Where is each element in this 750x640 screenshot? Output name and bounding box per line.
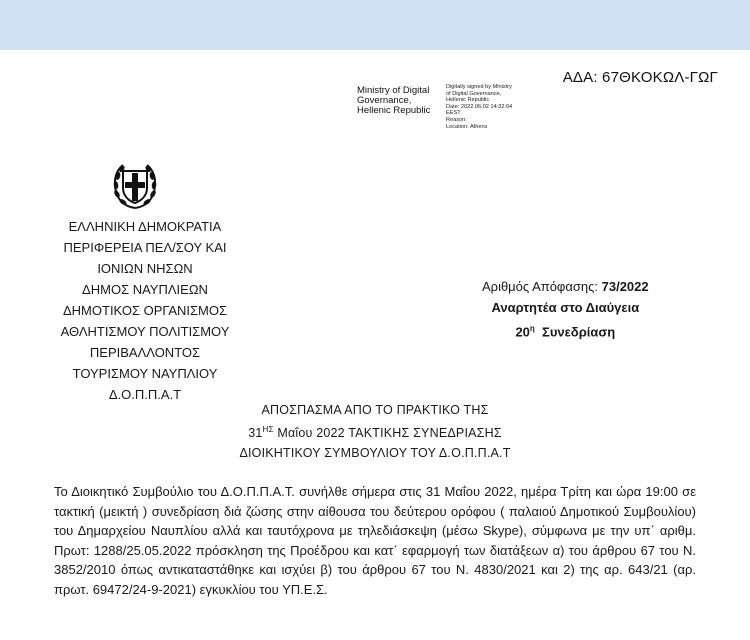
org-line: ΔΗΜΟΣ ΝΑΥΠΛΙΕΩΝ: [82, 282, 208, 297]
signature-detail-line: of Digital Governance,: [446, 90, 502, 97]
decision-posted: Αναρτητέα στο Διαύγεια: [491, 300, 640, 315]
top-banner: [0, 0, 750, 50]
decision-number: [482, 276, 649, 297]
minutes-body-paragraph: Το Διοικητικό Συμβούλιο του Δ.Ο.Π.Π.Α.Τ. συνήλθε σήμερα στις 31 Μαΐου 2022, ημέρα Τρίτη και ώρα 19:00 σε τακτική (μεικτή ) συνεδρίαση διά ζώσης στην αίθουσα του δεύτερου ορόφου ( παλαιού Δημοτικού Συμβουλίου) του Δημαρχείου Ναυπλίου αλλά και ταυτόχρονα με τηλεδιάσκεψη (μέσω Skype), σύμφωνα με την υπ΄ αριθμ. Πρωτ: 1288/25.05.2022 πρόσκληση της Προέδρου και κατ΄ εφαρμογή των διατάξεων α) του άρθρου 67 του Ν. 3852/2010 όπως αντικαταστάθηκε και ισχύει β) του άρθρου 67 του Ν. 4830/2021 και 2) της αρ. 643/21 (αρ. πρωτ. 69472/24-9-2021) εγκυκλίου του ΥΠ.Ε.Σ.: [54, 484, 696, 597]
coat-of-arms-icon: [110, 161, 160, 211]
org-line: Δ.Ο.Π.Π.Α.Τ: [108, 387, 182, 402]
signature-detail-line: Date: 2022.06.02 14:32:04: [446, 103, 513, 110]
org-line: ΑΘΛΗΤΙΣΜΟΥ ΠΟΛΙΤΙΣΜΟΥ: [60, 324, 230, 339]
org-line: ΙΟΝΙΩΝ ΝΗΣΩΝ: [97, 261, 193, 276]
session-number: 20: [515, 324, 530, 340]
session-superscript: η: [529, 324, 535, 333]
extract-line-1: ΑΠΟΣΠΑΣΜΑ ΑΠΟ ΤΟ ΠΡΑΚΤΙΚΟ ΤΗΣ: [261, 403, 489, 417]
extract-date-sup: ΗΣ: [262, 425, 274, 434]
org-line: ΤΟΥΡΙΣΜΟΥ ΝΑΥΠΛΙΟΥ: [72, 366, 218, 381]
extract-line-3: ΔΙΟΙΚΗΤΙΚΟΥ ΣΥΜΒΟΥΛΙΟΥ ΤΟΥ Δ.Ο.Π.Π.Α.Τ: [239, 446, 511, 461]
signature-org-line: Governance,: [357, 95, 412, 106]
org-line: ΠΕΡΙΦΕΡΕΙΑ ΠΕΛ/ΣΟΥ ΚΑΙ: [63, 240, 227, 255]
signature-org-line: Hellenic Republic: [357, 105, 431, 116]
ada-code: ΑΔΑ: 67ΘΚΟΚΩΛ-ΓΩΓ: [562, 69, 718, 86]
extract-line-2: [200, 420, 550, 443]
decision-info: [482, 276, 649, 342]
extract-date-num: 31: [248, 426, 263, 441]
signature-detail-line: Location: Athens: [446, 123, 488, 130]
org-line: ΕΛΛΗΝΙΚΗ ΔΗΜΟΚΡΑΤΙΑ: [68, 219, 222, 234]
signature-detail-line: Reason:: [446, 116, 467, 123]
signature-org-line: Ministry of Digital: [357, 85, 430, 96]
session-label: Συνεδρίαση: [534, 324, 616, 340]
org-line: ΔΗΜΟΤΙΚΟΣ ΟΡΓΑΝΙΣΜΟΣ: [62, 303, 228, 318]
digital-signature-org: [357, 86, 430, 116]
decision-number-value: 73/2022: [601, 279, 649, 294]
decision-number-label: Αριθμός Απόφασης:: [482, 279, 602, 294]
signature-detail-line: EEST: [446, 110, 461, 117]
signature-detail-line: Hellenic Republic: [446, 97, 490, 104]
digital-signature-details: [446, 84, 512, 130]
decision-session: [482, 318, 649, 342]
extract-heading: [200, 400, 550, 463]
org-line: ΠΕΡΙΒΑΛΛΟΝΤΟΣ: [89, 345, 201, 360]
extract-date-rest: Μαΐου 2022 ΤΑΚΤΙΚΗΣ ΣΥΝΕΔΡΙΑΣΗΣ: [273, 426, 502, 441]
signature-detail-line: Digitally signed by Ministry: [446, 84, 512, 90]
issuing-organization: [40, 216, 250, 405]
